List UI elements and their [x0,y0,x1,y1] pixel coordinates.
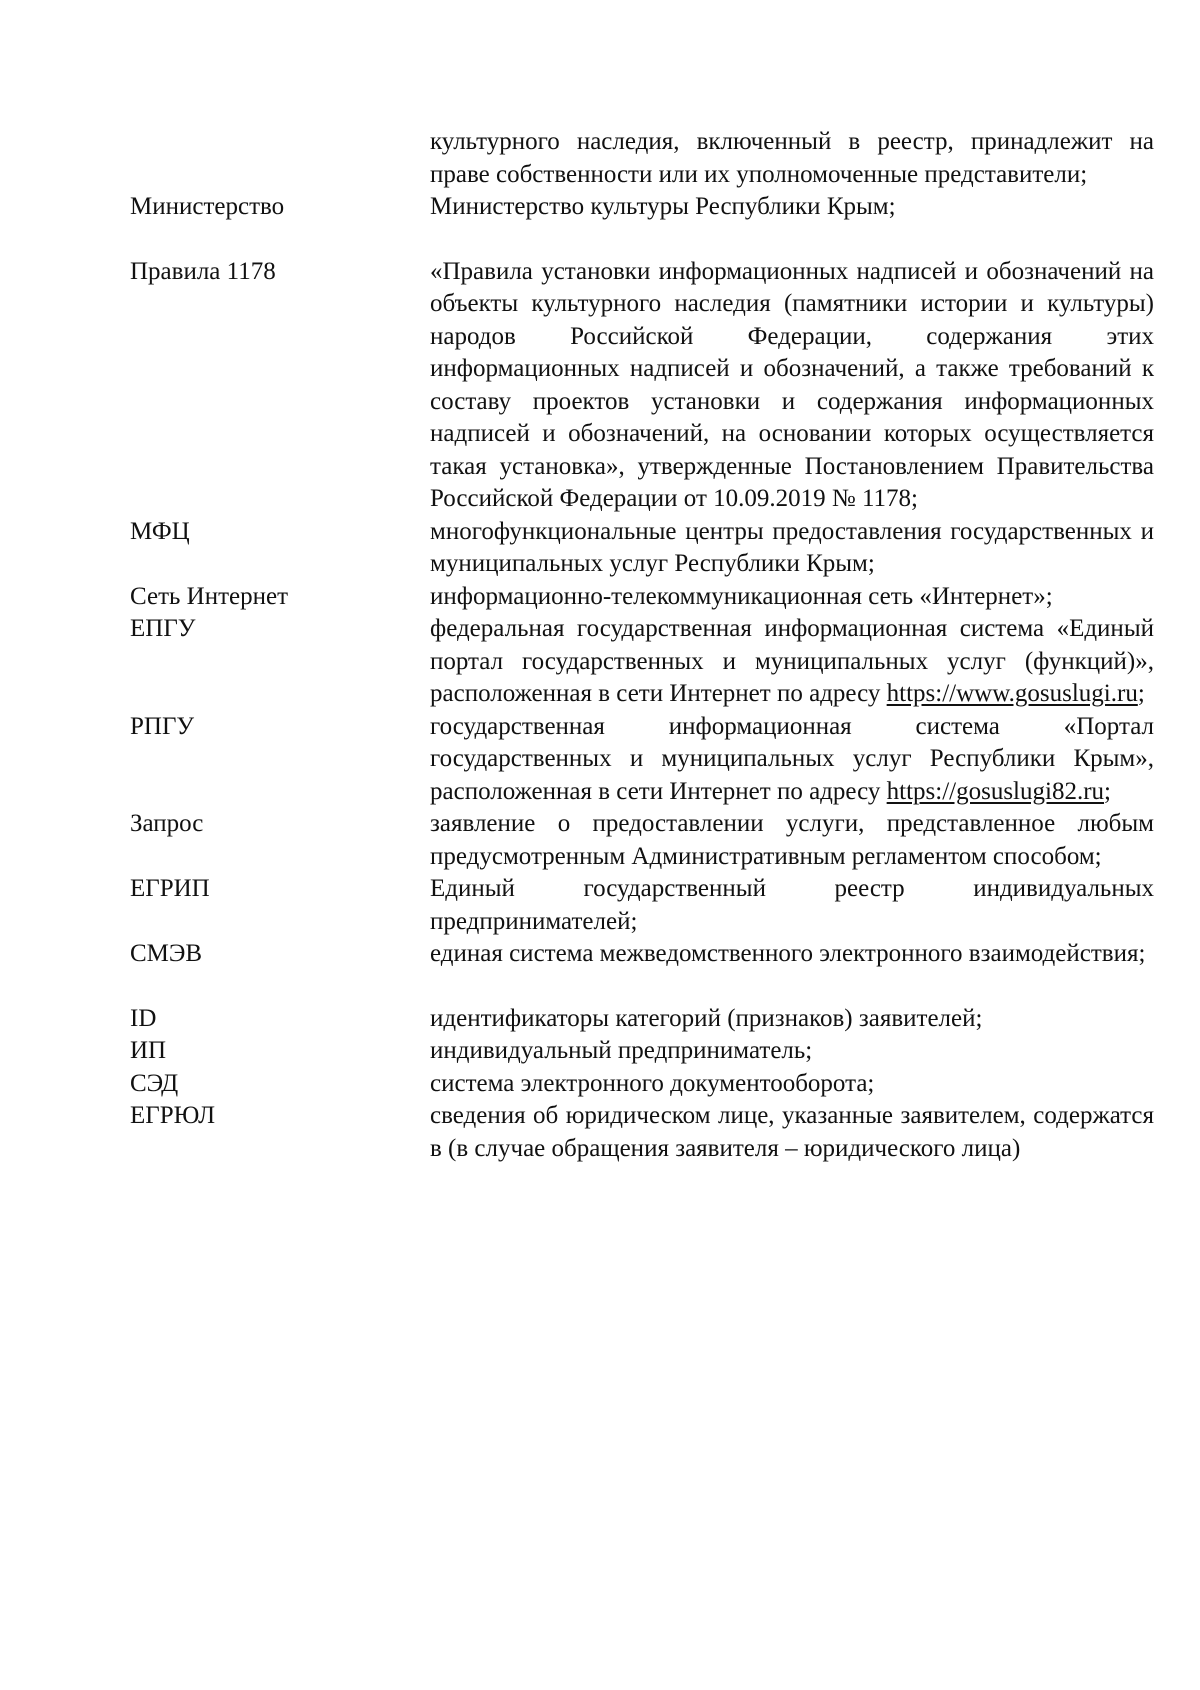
glossary-term: МФЦ [130,517,190,545]
glossary-term: Сеть Интернет [130,582,289,610]
glossary-definition: информационно-телекоммуникационная сеть «Интернет»; [430,582,1053,610]
definition-text: государственная информационная система «Портал государственных и муниципальных услуг Республики Крым», расположенная в сети Интернет по адресу [430,712,1154,805]
glossary-definition: индивидуальный предприниматель; [430,1037,813,1064]
glossary-entry-continuation [130,126,1154,191]
glossary-entry-epgu [130,613,1154,711]
glossary-definition: культурного наследия, включенный в реестр, принадлежит на праве собственности или их уполномоченные представители; [430,128,1154,188]
glossary-entry-ip [130,1035,1154,1068]
glossary-term: ИП [130,1037,167,1064]
rpgu-url-link[interactable]: https://gosuslugi82.ru [886,777,1105,805]
glossary-definition [430,711,1154,809]
glossary-entry-smev [130,938,1154,971]
definition-suffix: ; [1137,680,1145,707]
glossary-entry-mfc [130,516,1154,581]
glossary-term: Министерство [130,193,285,220]
glossary-definition: идентификаторы категорий (признаков) заявителей; [430,1004,983,1032]
glossary-term: ЕПГУ [130,615,196,642]
glossary-entry-internet [130,581,1154,614]
glossary-definition: система электронного документооборота; [430,1069,875,1097]
glossary-definition [430,613,1154,711]
glossary-entry-rpgu [130,711,1154,809]
glossary-entry-ministry [130,191,1154,224]
definition-text: федеральная государственная информационная система «Единый портал государственных и муниципальных услуг (функций)», расположенная в сети Интернет по адресу [430,615,1154,707]
glossary-definition: «Правила установки информационных надписей и обозначений на объекты культурного наследия (памятники истории и культуры) народов Российской Федерации, содержания этих информационных надписей и обозначений, а также требований к составу проектов установки и содержания информационных надписей и обозначений, на основании которых осуществляется такая установка», утвержденные Постановлением Правительства Российской Федерации от 10.09.2019 № 1178; [430,257,1154,512]
glossary-term: ID [130,1004,157,1032]
glossary-definition: единая система межведомственного электронного взаимодействия; [430,940,1146,967]
glossary-definition: Министерство культуры Республики Крым; [430,193,896,220]
glossary-term: Правила 1178 [130,257,276,285]
glossary-entry-egrul [130,1100,1154,1165]
glossary-term: ЕГРЮЛ [130,1102,216,1129]
glossary-term: РПГУ [130,712,195,740]
glossary-term: ЕГРИП [130,875,210,902]
glossary-term: СМЭВ [130,940,203,967]
glossary-term: СЭД [130,1069,179,1097]
epgu-url-link[interactable]: https://www.gosuslugi.ru [886,680,1138,707]
glossary-definition: многофункциональные центры предоставления государственных и муниципальных услуг Республики Крым; [430,517,1154,577]
glossary-entry-request [130,808,1154,873]
definition-suffix: ; [1104,777,1111,805]
glossary-definition: заявление о предоставлении услуги, представленное любым предусмотренным Административным регламентом способом; [430,810,1154,870]
glossary-term: Запрос [130,810,204,837]
abbreviations-glossary [130,126,1154,1165]
glossary-definition: сведения об юридическом лице, указанные заявителем, содержатся в (в случае обращения заявителя – юридического лица) [430,1102,1154,1162]
glossary-entry-id [130,1003,1154,1036]
glossary-definition: Единый государственный реестр индивидуальных предпринимателей; [430,875,1154,935]
glossary-entry-egrip [130,873,1154,938]
glossary-entry-sed [130,1068,1154,1101]
glossary-entry-rules-1178 [130,256,1154,516]
